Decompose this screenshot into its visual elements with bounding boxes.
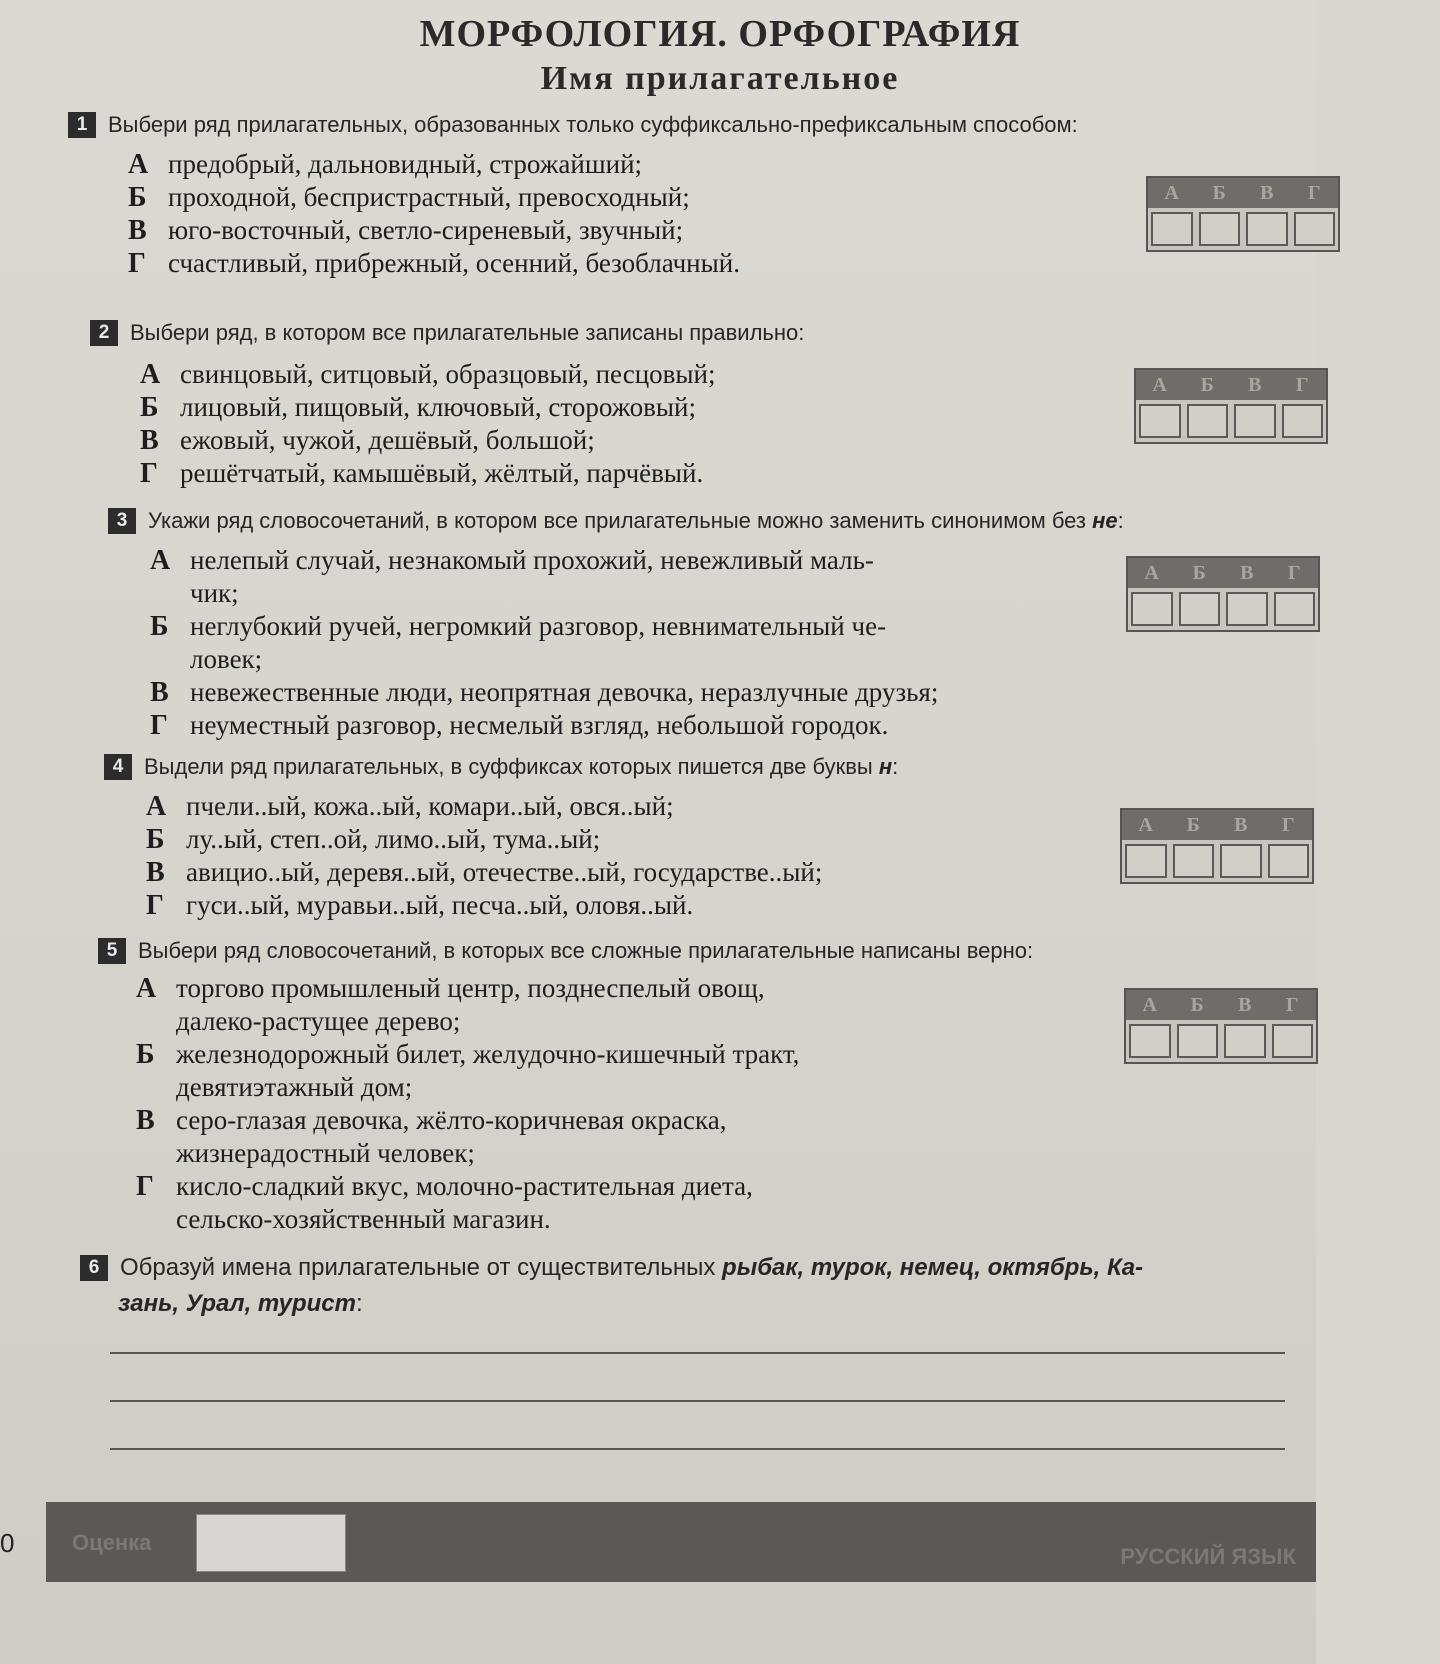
page-title: МОРФОЛОГИЯ. ОРФОГРАФИЯ [419, 13, 1021, 55]
option-a: А торгово промышленый центр, позднеспелый овощ, далеко-растущее дерево; [136, 973, 765, 1036]
task-6-question-line2: зань, Урал, турист: [118, 1290, 363, 1317]
question-text: Выбери ряд словосочетаний, в которых все сложные прилагательные написаны верно: [138, 938, 1034, 963]
answer-cell[interactable] [1234, 404, 1276, 438]
answer-line[interactable] [110, 1400, 1285, 1402]
option-b: Б лу..ый, степ..ой, лимо..ый, тума..ый; [146, 824, 601, 855]
answer-cell[interactable] [1268, 844, 1310, 878]
task-number-badge: 6 [80, 1255, 108, 1281]
answer-cell[interactable] [1246, 212, 1288, 246]
answer-cell[interactable] [1282, 404, 1324, 438]
option-v: В юго-восточный, светло-сиреневый, звучный; [128, 215, 684, 246]
answer-grid-2: А Б В Г [1134, 368, 1328, 444]
task-5-question [98, 938, 1033, 964]
task-2-question [90, 320, 804, 346]
page-subtitle: Имя прилагательное [540, 60, 900, 97]
task-3-question [108, 508, 1124, 534]
option-g: Г неуместный разговор, несмелый взгляд, небольшой городок. [150, 710, 889, 741]
task-number-badge: 4 [104, 754, 132, 780]
option-g: Г кисло-сладкий вкус, молочно-растительная диета, сельско-хозяйственный магазин. [136, 1171, 753, 1234]
answer-cell[interactable] [1179, 592, 1221, 626]
question-text: Образуй имена прилагательные от существительных рыбак, турок, немец, октябрь, Ка- [120, 1254, 1144, 1281]
option-b: Б железнодорожный билет, желудочно-кишечный тракт, девятиэтажный дом; [136, 1039, 800, 1102]
answer-grid-1: А Б В Г [1146, 176, 1340, 252]
grade-box[interactable] [196, 1514, 346, 1572]
answer-cell[interactable] [1272, 1024, 1314, 1058]
answer-cell[interactable] [1151, 212, 1193, 246]
option-b: Б неглубокий ручей, негромкий разговор, невнимательный че- ловек; [150, 611, 887, 674]
question-emphasis: зань, Урал, турист [118, 1290, 356, 1317]
answer-grid-4: А Б В Г [1120, 808, 1314, 884]
answer-cell[interactable] [1129, 1024, 1171, 1058]
grade-label: Оценка [72, 1530, 152, 1555]
task-number-badge: 2 [90, 320, 118, 346]
answer-cell[interactable] [1274, 592, 1316, 626]
option-a: А нелепый случай, незнакомый прохожий, невежливый маль- чик; [150, 545, 874, 608]
answer-cell[interactable] [1224, 1024, 1266, 1058]
answer-cell[interactable] [1139, 404, 1181, 438]
answer-line[interactable] [110, 1448, 1285, 1450]
task-2-options [140, 358, 716, 490]
option-g: Г гуси..ый, муравьи..ый, песча..ый, оловя..ый. [146, 890, 694, 921]
task-6-question [80, 1254, 1143, 1282]
answer-cell[interactable] [1226, 592, 1268, 626]
answer-lines [110, 1352, 1285, 1496]
question-emphasis: рыбак, турок, немец, октябрь, Ка- [722, 1254, 1144, 1281]
page-number: 0 [0, 1528, 15, 1558]
answer-grid-5: А Б В Г [1124, 988, 1318, 1064]
task-number-badge: 3 [108, 508, 136, 534]
answer-cell[interactable] [1173, 844, 1215, 878]
task-5-options [136, 972, 799, 1236]
option-a: А предобрый, дальновидный, строжайший; [128, 149, 643, 180]
answer-cell[interactable] [1220, 844, 1262, 878]
question-text: Выбери ряд прилагательных, образованных только суффиксально-префиксальным способом: [108, 112, 1078, 137]
answer-cell[interactable] [1199, 212, 1241, 246]
option-v: В серо-глазая девочка, жёлто-коричневая окраска, жизнерадостный человек; [136, 1105, 727, 1168]
option-a: А пчели..ый, кожа..ый, комари..ый, овся..ый; [146, 791, 674, 822]
footer-bar [46, 1502, 1316, 1582]
answer-grid-3: А Б В Г [1126, 556, 1320, 632]
answer-cell[interactable] [1187, 404, 1229, 438]
answer-line[interactable] [110, 1352, 1285, 1354]
answer-cell[interactable] [1131, 592, 1173, 626]
option-g: Г счастливый, прибрежный, осенний, безоблачный. [128, 248, 740, 279]
question-text: Укажи ряд словосочетаний, в котором все прилагательные можно заменить синонимом без не: [148, 508, 1124, 533]
option-v: В ежовый, чужой, дешёвый, большой; [140, 425, 595, 456]
task-4-options [146, 790, 822, 922]
task-1-options [128, 148, 740, 280]
answer-cell[interactable] [1177, 1024, 1219, 1058]
question-emphasis: н [878, 754, 893, 779]
question-emphasis: не [1092, 508, 1118, 533]
answer-cell[interactable] [1294, 212, 1336, 246]
task-4-question [104, 754, 898, 780]
answer-cell[interactable] [1125, 844, 1167, 878]
task-3-options [150, 544, 938, 742]
option-v: В невежественные люди, неопрятная девочка, неразлучные друзья; [150, 677, 939, 708]
question-text: Выдели ряд прилагательных, в суффиксах которых пишется две буквы н: [144, 754, 899, 779]
option-b: Б лицовый, пищовый, ключовый, сторожовый; [140, 392, 696, 423]
subject-label: РУССКИЙ ЯЗЫК [1120, 1544, 1296, 1569]
task-number-badge: 5 [98, 938, 126, 964]
option-g: Г решётчатый, камышёвый, жёлтый, парчёвый. [140, 458, 704, 489]
option-a: А свинцовый, ситцовый, образцовый, песцовый; [140, 359, 716, 390]
option-b: Б проходной, беспристрастный, превосходный; [128, 182, 690, 213]
option-v: В авицио..ый, деревя..ый, отечестве..ый, государстве..ый; [146, 857, 823, 888]
task-number-badge: 1 [68, 112, 96, 138]
question-text: Выбери ряд, в котором все прилагательные записаны правильно: [130, 320, 805, 345]
task-1-question [68, 112, 1078, 138]
